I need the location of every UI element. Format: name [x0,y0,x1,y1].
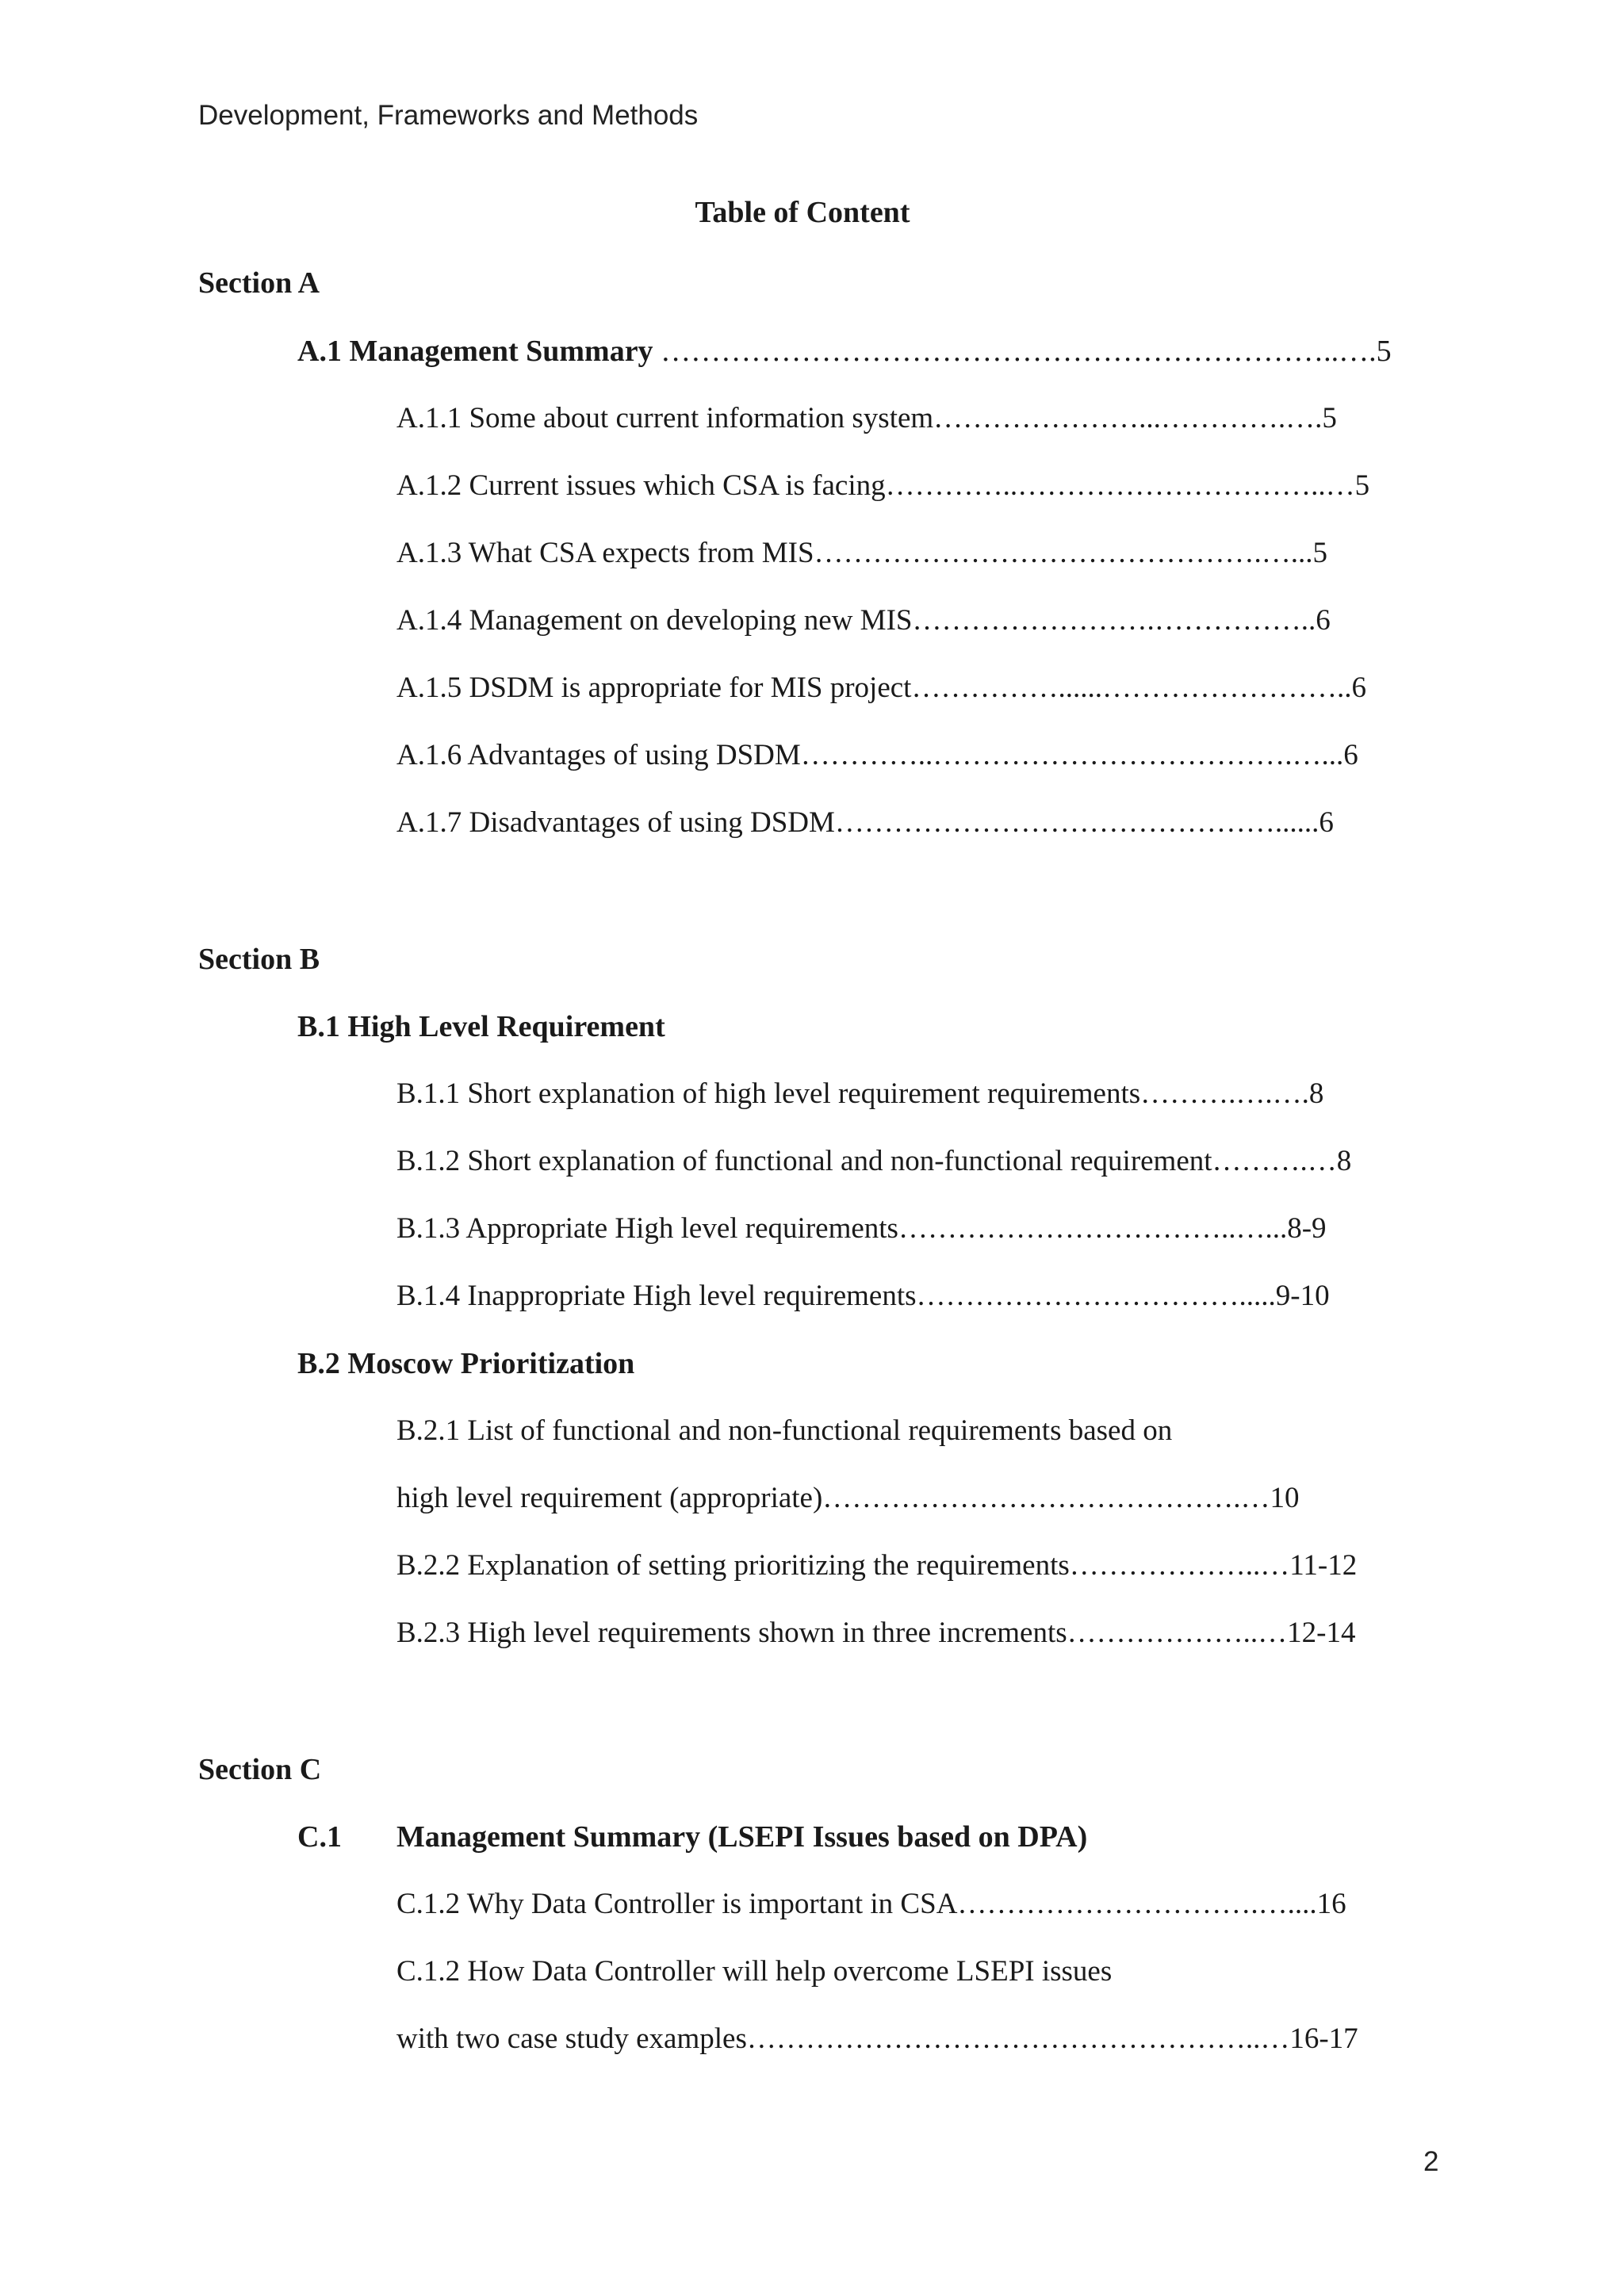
toc-entry-a1-2: A.1.2 Current issues which CSA is facing…………..…………………………..…5 [396,469,1370,502]
toc-entry-b2-1-cont: high level requirement (appropriate)…………………………………….…10 [396,1482,1300,1514]
toc-entry-c1-number: C.1 [297,1820,342,1854]
toc-entry-a1-label: A.1 Management Summary [297,335,653,368]
toc-entry-b2-2: B.2.2 Explanation of setting prioritizing the requirements………………..…11-12 [396,1549,1358,1582]
toc-entry-c1-2a: C.1.2 Why Data Controller is important in CSA………………………….…....16 [396,1888,1346,1920]
running-header: Development, Frameworks and Methods [198,100,699,131]
toc-entry-a1-3: A.1.3 What CSA expects from MIS……………………………………….…...5 [396,537,1328,569]
toc-entry-b1-1: B.1.1 Short explanation of high level requirement requirements……….….….8 [396,1077,1324,1110]
toc-entry-c1-2b: C.1.2 How Data Controller will help overcome LSEPI issues [396,1955,1113,1988]
toc-entry-a1-4: A.1.4 Management on developing new MIS…………………….……………..6 [396,604,1331,637]
toc-entry-b1-4: B.1.4 Inappropriate High level requirements…………………………….....9-10 [396,1280,1330,1312]
toc-entry-a1-5: A.1.5 DSDM is appropriate for MIS project……………......……………………..6 [396,672,1366,704]
section-b-heading: Section B [198,943,320,976]
toc-entry-b2-3: B.2.3 High level requirements shown in three increments………………..…12-14 [396,1617,1356,1649]
toc-entry-c1-2b-cont: with two case study examples……………………………………………..…16-17 [396,2022,1358,2055]
toc-entry-a1 [297,333,1392,369]
toc-entry-b1-3: B.1.3 Appropriate High level requirements……………………………..…...8-9 [396,1212,1327,1245]
toc-entry-b2: B.2 Moscow Prioritization [297,1347,635,1380]
toc-entry-b1: B.1 High Level Requirement [297,1010,665,1043]
toc-entry-a1-leader: …………………………………………………………..….5 [653,335,1392,368]
section-a-heading: Section A [198,266,320,300]
toc-entry-a1-1: A.1.1 Some about current information system…………………...………….….5 [396,402,1337,434]
section-c-heading: Section C [198,1753,322,1786]
toc-entry-a1-7: A.1.7 Disadvantages of using DSDM………………………………………......6 [396,806,1334,839]
toc-entry-a1-6: A.1.6 Advantages of using DSDM…………..……………………………….…...6 [396,739,1358,771]
toc-title: Table of Content [695,196,910,229]
toc-entry-b1-2: B.1.2 Short explanation of functional and non-functional requirement……….…8 [396,1145,1352,1177]
page-number: 2 [1423,2146,1439,2177]
toc-entry-b2-1: B.2.1 List of functional and non-functional requirements based on [396,1414,1173,1447]
toc-entry-c1-label: Management Summary (LSEPI Issues based on DPA) [396,1820,1088,1854]
